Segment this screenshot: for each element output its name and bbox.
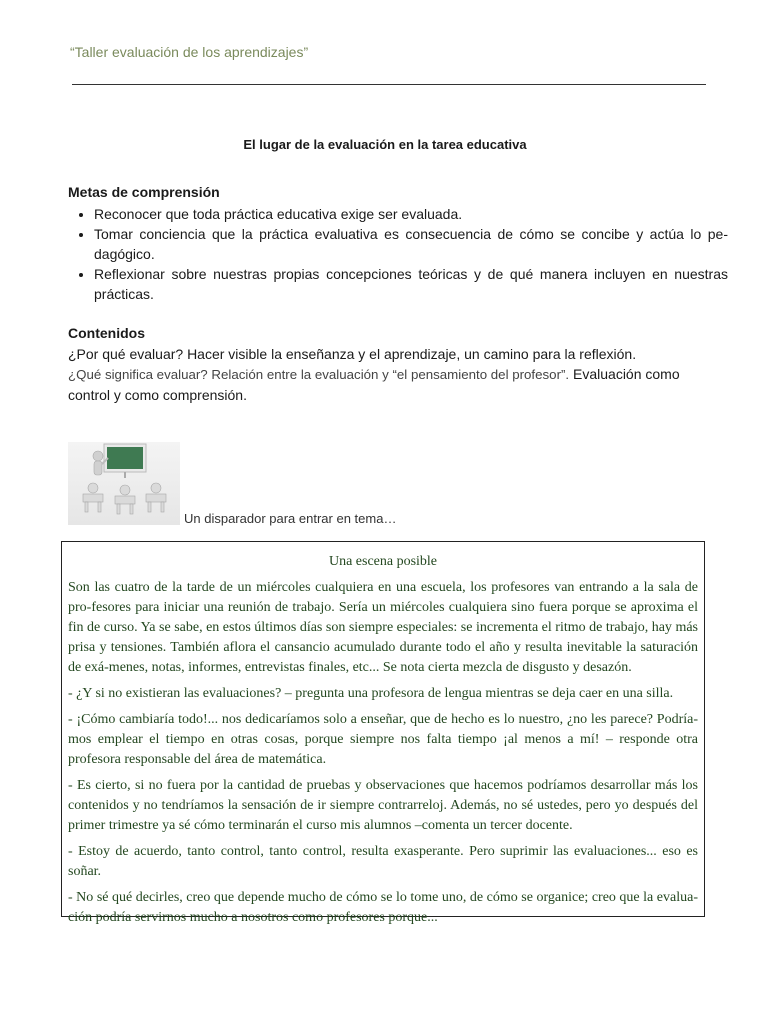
document-header: “Taller evaluación de los aprendizajes” xyxy=(70,44,309,60)
goals-list xyxy=(68,204,728,304)
contents-line-2-rest: Evaluación como control y como comprensión. xyxy=(68,366,680,403)
list-item: • Tomar conciencia que la práctica evaluativa es consecuencia de cómo se concibe y actúa lo pe-dagógico. xyxy=(94,224,728,264)
list-item: • Reflexionar sobre nuestras propias concepciones teóricas y de qué manera incluyen en nuestras prácticas. xyxy=(94,264,728,304)
scene-paragraph: - Estoy de acuerdo, tanto control, tanto control, resulta exasperante. Pero suprimir las evaluaciones... eso es soñar. xyxy=(68,844,698,879)
scene-paragraph: Son las cuatro de la tarde de un miércoles cualquiera en una escuela, los profesores van entrando a la sala de pro-fesores para iniciar una reunión de trabajo. Sería un miércoles cualquiera sino fuera porque se aproxima el fin de curso. Ya se sabe, en estos últimos días son siempre especiales: se incrementa el ritmo de trabajo, hay más prisa y tensiones. También aflora el cansancio acumulado durante todo el año y resulta inevitable la saturación de exá-menes, notas, informes, entrevistas finales, etc... Se nota cierta mezcla de disgusto y desazón. xyxy=(68,580,698,675)
contents-line-1: ¿Por qué evaluar? Hacer visible la enseñanza y el aprendizaje, un camino para la reflexión. xyxy=(68,346,637,362)
classroom-illustration xyxy=(68,442,180,525)
header-divider xyxy=(72,84,706,85)
contents-line-2-grey: ¿Qué significa evaluar? Relación entre la evaluación y “el pensamiento del profesor”. xyxy=(68,367,570,382)
scene-paragraph: - ¡Cómo cambiaría todo!... nos dedicaríamos solo a enseñar, que de hecho es lo nuestro, ¿no les parece? Podría-mos emplear el tiempo en otras cosas, porque siempre nos falta tiempo ¡al menos a mí! – responde otra profesora responsable del área de matemática. xyxy=(68,712,698,767)
trigger-caption: Un disparador para entrar en tema… xyxy=(184,511,397,526)
classroom-icon xyxy=(68,442,180,525)
list-item: • Reconocer que toda práctica educativa exige ser evaluada. xyxy=(94,204,728,224)
scene-paragraph: - ¿Y si no existieran las evaluaciones? – pregunta una profesora de lengua mientras se deja caer en una silla. xyxy=(68,686,674,701)
contents-heading: Contenidos xyxy=(68,325,145,341)
goals-heading: Metas de comprensión xyxy=(68,184,220,200)
page-title: El lugar de la evaluación en la tarea educativa xyxy=(243,137,527,152)
scene-title: Una escena posible xyxy=(328,554,438,569)
scene-paragraph: - No sé qué decirles, creo que depende mucho de cómo se lo tome uno, de cómo se organice; creo que la evalua-ción podría servirnos mucho a nosotros como profesores porque... xyxy=(68,890,698,925)
contents-line-2 xyxy=(68,364,708,405)
scene-box xyxy=(61,541,705,925)
scene-paragraph: - Es cierto, si no fuera por la cantidad de pruebas y observaciones que hacemos podríamos desarrollar más los contenidos y no tendríamos la sensación de ir siempre contrarreloj. Además, no sé ustedes, pero yo después del primer trimestre ya sé cómo terminarán el curso mis alumnos –comenta un tercer docente. xyxy=(68,778,698,833)
